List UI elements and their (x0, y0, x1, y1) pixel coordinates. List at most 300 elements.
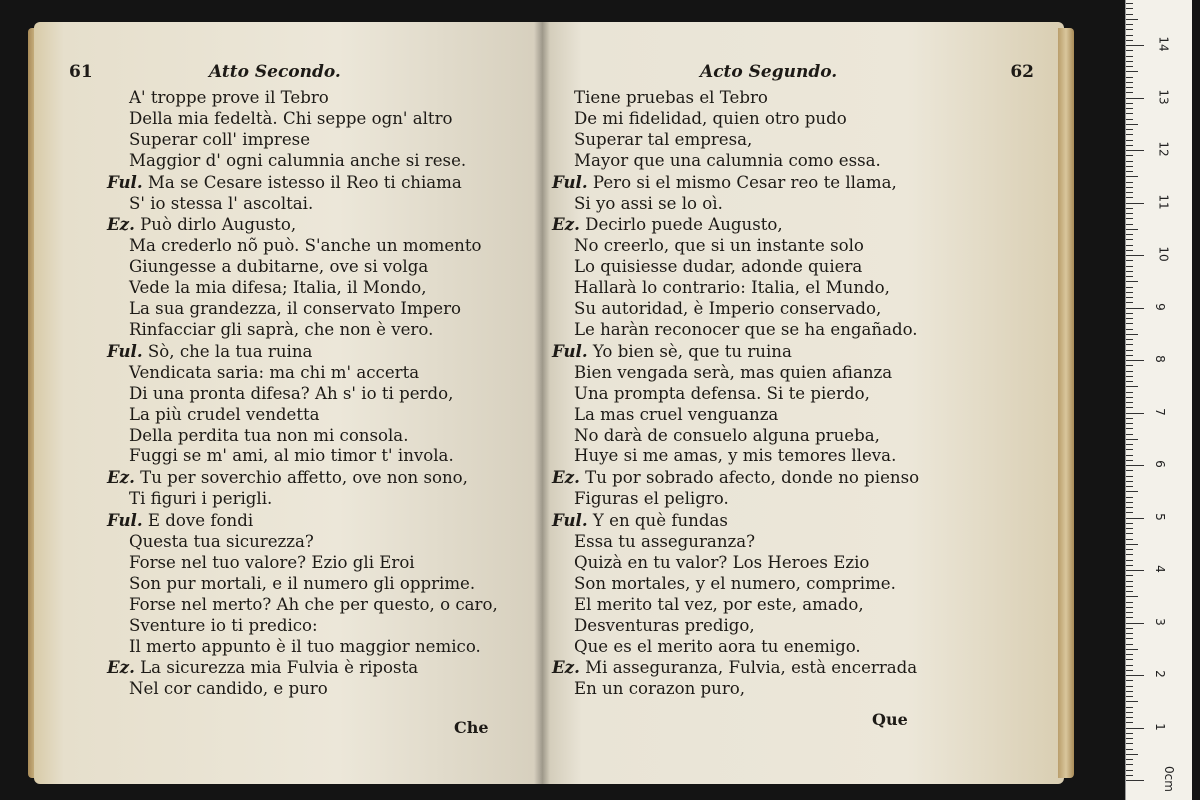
ruler-tick (1126, 764, 1133, 765)
verse-text: Figuras el peligro. (574, 489, 729, 509)
left_page-line (129, 320, 526, 341)
ruler-tick (1126, 423, 1133, 424)
ruler-tick (1126, 497, 1133, 498)
ruler-tick (1126, 203, 1144, 204)
ruler-tick (1126, 176, 1138, 177)
left_page-line (129, 426, 526, 447)
ruler-tick (1126, 722, 1133, 723)
left_page-line (129, 299, 526, 320)
right_page-line (574, 426, 1004, 447)
ruler-tick (1126, 19, 1138, 20)
ruler-tick (1126, 644, 1133, 645)
ruler-tick (1126, 418, 1133, 419)
ruler-label: 10 (1156, 246, 1171, 262)
verse-text: Superar coll' imprese (129, 129, 311, 149)
verse-text: Mayor que una calumnia como essa. (574, 150, 881, 170)
ruler-tick (1126, 428, 1133, 429)
right_page-line (574, 320, 1004, 341)
verse-text: Questa tua sicurezza? (129, 532, 314, 552)
right-page-title: Acto Segundo. (700, 62, 838, 82)
verse-text: Ma crederlo nõ può. S'anche un momento (129, 236, 482, 256)
verse-text: La sicurezza mia Fulvia è riposta (140, 658, 419, 678)
ruler-tick (1126, 665, 1133, 666)
left_page-line (107, 467, 526, 489)
ruler-tick (1126, 8, 1133, 9)
ruler-tick (1126, 512, 1133, 513)
ruler-tick (1126, 749, 1133, 750)
ruler-tick (1126, 623, 1144, 624)
ruler-tick (1126, 759, 1133, 760)
ruler-tick (1126, 344, 1133, 345)
ruler-label: 14 (1156, 36, 1171, 52)
ruler-tick (1126, 297, 1133, 298)
ruler-tick (1126, 591, 1133, 592)
ruler-tick (1126, 686, 1133, 687)
book-right-edge (1058, 28, 1074, 778)
ruler-tick (1126, 103, 1133, 104)
verse-text: Superar tal empresa, (574, 129, 753, 149)
left_page-line (129, 405, 526, 426)
ruler-tick (1126, 733, 1133, 734)
left_page-line (129, 553, 526, 574)
ruler-tick (1126, 239, 1133, 240)
right_page-line (574, 278, 1004, 299)
ruler-tick (1126, 707, 1133, 708)
ruler-tick (1126, 129, 1133, 130)
verse-text: S' io stessa l' ascoltai. (129, 193, 314, 213)
verse-text: Bien vengada serà, mas quien afianza (574, 362, 893, 382)
ruler-tick (1126, 87, 1133, 88)
ruler-tick (1126, 596, 1138, 597)
right_page-line (552, 510, 1004, 532)
ruler-tick (1126, 481, 1133, 482)
verse-text: Son pur mortali, e il numero gli opprime. (129, 573, 476, 593)
ruler-tick (1126, 554, 1133, 555)
ruler-tick (1126, 570, 1144, 571)
right_page-line (574, 194, 1004, 215)
ruler-tick (1126, 449, 1133, 450)
ruler-tick (1126, 675, 1144, 676)
verse-text: E dove fondi (147, 511, 254, 531)
left_page-line (129, 236, 526, 257)
ruler-tick (1126, 50, 1133, 51)
ruler-tick (1126, 255, 1144, 256)
ruler-tick (1126, 743, 1133, 744)
verse-text: Può dirlo Augusto, (140, 215, 297, 235)
ruler-tick (1126, 323, 1133, 324)
speaker-label: Ful. (107, 171, 143, 192)
ruler-tick (1126, 229, 1138, 230)
left_page-line (129, 679, 526, 700)
right_page-line (574, 489, 1004, 510)
ruler-tick (1126, 29, 1133, 30)
verse-text: Hallarà lo contrario: Italia, el Mundo, (574, 278, 890, 298)
ruler-tick (1126, 491, 1138, 492)
ruler-tick (1126, 108, 1133, 109)
speaker-label: Ez. (107, 214, 135, 235)
verse-text: Desventuras predigo, (574, 615, 755, 635)
ruler-tick (1126, 434, 1133, 435)
verse-text: La mas cruel venguanza (574, 404, 779, 424)
left_page-line (107, 214, 526, 236)
ruler-tick (1126, 691, 1133, 692)
ruler-tick (1126, 407, 1133, 408)
left_page-line (107, 510, 526, 532)
left_page-line (129, 130, 526, 151)
ruler-tick (1126, 113, 1133, 114)
ruler-label: 6 (1152, 460, 1167, 468)
ruler-tick (1126, 712, 1133, 713)
ruler-tick (1126, 40, 1133, 41)
ruler-tick (1126, 523, 1133, 524)
right_page-line (574, 130, 1004, 151)
ruler-tick (1126, 61, 1133, 62)
left_page-line (129, 257, 526, 278)
ruler-tick (1126, 14, 1133, 15)
ruler-tick (1126, 617, 1133, 618)
ruler-tick (1126, 218, 1133, 219)
left_page-line (107, 171, 526, 194)
ruler-tick (1126, 329, 1133, 330)
verse-text: Della perdita tua non mi consola. (129, 425, 409, 445)
ruler-tick (1126, 119, 1133, 120)
ruler-tick (1126, 633, 1133, 634)
ruler-tick (1126, 82, 1133, 83)
verse-text: Huye si me amas, y mis temores lleva. (574, 446, 897, 466)
ruler-tick (1126, 392, 1133, 393)
verse-text: A' troppe prove il Tebro (129, 88, 329, 107)
left_page-line (107, 340, 526, 363)
ruler-tick (1126, 544, 1138, 545)
ruler-tick (1126, 313, 1133, 314)
ruler-tick (1126, 533, 1133, 534)
ruler-tick (1126, 266, 1133, 267)
verse-text: Su autoridad, è Imperio conservado, (574, 299, 882, 319)
verse-text: La più crudel vendetta (129, 404, 320, 424)
ruler-tick (1126, 717, 1133, 718)
right_page-line (574, 446, 1004, 467)
speaker-label: Ez. (552, 657, 580, 678)
verse-text: Sventure io ti predico: (129, 615, 318, 635)
verse-text: El merito tal vez, por este, amado, (574, 594, 864, 614)
ruler-tick (1126, 680, 1133, 681)
verse-text: Maggior d' ogni calumnia anche si rese. (129, 150, 467, 170)
right_page-line (574, 299, 1004, 320)
ruler-tick (1126, 486, 1133, 487)
ruler-label: 5 (1152, 512, 1167, 521)
left-page-number: 61 (69, 62, 93, 82)
ruler-tick (1126, 150, 1144, 151)
ruler-tick (1126, 376, 1133, 377)
ruler-tick (1126, 728, 1144, 729)
right_page-line (574, 532, 1004, 553)
ruler-tick (1126, 460, 1133, 461)
ruler-tick (1126, 775, 1133, 776)
ruler-tick (1126, 365, 1133, 366)
verse-text: No creerlo, que si un instante solo (574, 236, 864, 256)
book-gutter (534, 22, 550, 784)
ruler-tick (1126, 66, 1133, 67)
ruler-tick (1126, 607, 1133, 608)
right-catchword: Que (872, 710, 908, 729)
speaker-label: Ez. (107, 657, 135, 678)
verse-text: Nel cor candido, e puro (129, 679, 328, 699)
ruler-label: 0cm (1161, 766, 1176, 792)
ruler-tick (1126, 770, 1133, 771)
verse-text: Tu por sobrado afecto, donde no pienso (585, 468, 920, 488)
ruler-tick (1126, 413, 1144, 414)
speaker-label: Ful. (552, 171, 588, 192)
ruler-label: 11 (1156, 193, 1171, 210)
left_page-line (129, 278, 526, 299)
ruler-tick (1126, 355, 1133, 356)
ruler-tick (1126, 302, 1133, 303)
verse-text: Quizà en tu valor? Los Heroes Ezio (574, 552, 870, 572)
ruler-tick (1126, 182, 1133, 183)
verse-text: Vede la mia difesa; Italia, il Mondo, (129, 278, 427, 298)
left-page-header (69, 62, 526, 86)
ruler-tick (1126, 155, 1133, 156)
ruler-tick (1126, 161, 1133, 162)
ruler-label: 9 (1152, 302, 1167, 311)
verse-text: Yo bien sè, que tu ruina (592, 341, 792, 361)
verse-text: Fuggi se m' ami, al mio timor t' invola. (129, 446, 454, 466)
verse-text: De mi fidelidad, quien otro pudo (574, 108, 847, 128)
left_page-line (129, 151, 526, 172)
ruler-tick (1126, 518, 1144, 519)
measuring-ruler (1125, 0, 1192, 800)
verse-text: Della mia fedeltà. Chi seppe ogn' altro (129, 108, 453, 128)
right_page-line (552, 214, 1004, 236)
speaker-label: Ful. (107, 510, 143, 531)
speaker-label: Ez. (552, 214, 580, 235)
ruler-label: 8 (1152, 355, 1167, 363)
ruler-tick (1126, 250, 1133, 251)
speaker-label: Ez. (107, 467, 135, 488)
ruler-tick (1126, 507, 1133, 508)
ruler-tick (1126, 565, 1133, 566)
ruler-tick (1126, 334, 1138, 335)
left_page-line (129, 363, 526, 384)
verse-text: Son mortales, y el numero, comprime. (574, 573, 896, 593)
left_page-line (129, 194, 526, 215)
verse-text: Una prompta defensa. Si te pierdo, (574, 383, 870, 403)
ruler-tick (1126, 455, 1133, 456)
ruler-tick (1126, 92, 1133, 93)
ruler-tick (1126, 281, 1138, 282)
verse-text: Le haràn reconocer que se ha engañado. (574, 319, 918, 339)
left_page-line (129, 616, 526, 637)
ruler-tick (1126, 397, 1133, 398)
ruler-tick (1126, 575, 1133, 576)
right_page-line (574, 574, 1004, 595)
ruler-tick (1126, 670, 1133, 671)
verse-text: Tiene pruebas el Tebro (574, 88, 768, 107)
right_page-line (574, 637, 1004, 658)
left_page-line (129, 637, 526, 658)
verse-text: Giungesse a dubitarne, ove si volga (129, 257, 429, 277)
right_page-line (552, 657, 1004, 679)
ruler-tick (1126, 276, 1133, 277)
ruler-tick (1126, 145, 1133, 146)
ruler-tick (1126, 476, 1133, 477)
ruler-tick (1126, 77, 1133, 78)
ruler-tick (1126, 754, 1138, 755)
ruler-tick (1126, 612, 1133, 613)
ruler-tick (1126, 339, 1133, 340)
verse-text: Decirlo puede Augusto, (585, 215, 783, 235)
ruler-tick (1126, 602, 1133, 603)
ruler-tick (1126, 649, 1138, 650)
verse-text: Vendicata saria: ma chi m' accerta (129, 362, 420, 382)
ruler-tick (1126, 502, 1133, 503)
verse-text: Rinfacciar gli saprà, che non è vero. (129, 319, 434, 339)
ruler-tick (1126, 171, 1133, 172)
left_page-line (129, 489, 526, 510)
right_page-line (574, 88, 1004, 109)
ruler-tick (1126, 234, 1133, 235)
ruler-tick (1126, 654, 1133, 655)
right_page-line (552, 467, 1004, 489)
ruler-tick (1126, 318, 1133, 319)
ruler-tick (1126, 124, 1138, 125)
verse-text: Lo quisiesse dudar, adonde quiera (574, 257, 863, 277)
ruler-tick (1126, 35, 1133, 36)
right_page-line (574, 151, 1004, 172)
verse-text: Sò, che la tua ruina (147, 341, 313, 361)
ruler-tick (1126, 386, 1138, 387)
ruler-tick (1126, 638, 1133, 639)
speaker-label: Ful. (552, 340, 588, 361)
verse-text: Essa tu asseguranza? (574, 532, 756, 552)
open-book (34, 22, 1064, 784)
verse-text: Il merto appunto è il tuo maggior nemico. (129, 636, 481, 656)
left_page-line (129, 109, 526, 130)
left_page-line (129, 446, 526, 467)
ruler-tick (1126, 586, 1133, 587)
ruler-tick (1126, 213, 1133, 214)
ruler-label: 13 (1156, 88, 1171, 105)
ruler-label: 4 (1152, 565, 1167, 573)
ruler-tick (1126, 581, 1133, 582)
speaker-label: Ful. (552, 510, 588, 531)
ruler-tick (1126, 780, 1144, 781)
ruler-tick (1126, 98, 1144, 99)
verse-text: Si yo assi se lo oì. (574, 193, 723, 213)
ruler-tick (1126, 71, 1138, 72)
left_page-line (129, 88, 526, 109)
verse-text: Mi asseguranza, Fulvia, està encerrada (585, 658, 918, 678)
ruler-tick (1126, 140, 1133, 141)
ruler-tick (1126, 208, 1133, 209)
left_page-line (129, 574, 526, 595)
ruler-tick (1126, 134, 1133, 135)
ruler-tick (1126, 260, 1133, 261)
right-page-number: 62 (1010, 62, 1034, 82)
verse-text: Que es el merito aora tu enemigo. (574, 636, 861, 656)
ruler-tick (1126, 371, 1133, 372)
ruler-tick (1126, 287, 1133, 288)
left_page-line (107, 657, 526, 679)
ruler-label: 2 (1152, 670, 1167, 678)
speaker-label: Ful. (107, 340, 143, 361)
ruler-tick (1126, 465, 1144, 466)
ruler-tick (1126, 402, 1133, 403)
verse-text: Di una pronta difesa? Ah s' io ti perdo, (129, 383, 454, 403)
ruler-label: 12 (1156, 141, 1171, 157)
ruler-tick (1126, 470, 1133, 471)
ruler-tick (1126, 696, 1133, 697)
speaker-label: Ez. (552, 467, 580, 488)
right_page-line (574, 553, 1004, 574)
right_page-line (574, 405, 1004, 426)
right-page-text (552, 88, 1004, 700)
left-page-title: Atto Secondo. (209, 62, 341, 82)
ruler-tick (1126, 444, 1133, 445)
ruler-tick (1126, 738, 1133, 739)
verse-text: Pero si el mismo Cesar reo te llama, (592, 172, 897, 192)
ruler-tick (1126, 549, 1133, 550)
ruler-tick (1126, 659, 1133, 660)
right_page-line (574, 595, 1004, 616)
verse-text: Ti figuri i perigli. (129, 489, 273, 509)
left_page-line (129, 384, 526, 405)
verse-text: Tu per soverchio affetto, ove non sono, (140, 468, 468, 488)
ruler-tick (1126, 192, 1133, 193)
verse-text: Forse nel merto? Ah che per questo, o caro, (129, 594, 498, 614)
right_page-line (574, 109, 1004, 130)
ruler-tick (1126, 245, 1133, 246)
verse-text: No darà de consuelo alguna prueba, (574, 425, 880, 445)
right_page-line (574, 363, 1004, 384)
ruler-tick (1126, 24, 1133, 25)
ruler-tick (1126, 45, 1144, 46)
left-catchword: Che (454, 718, 489, 737)
verse-text: La sua grandezza, il conservato Impero (129, 299, 462, 319)
ruler-tick (1126, 308, 1144, 309)
verse-text: Y en què fundas (592, 511, 728, 531)
ruler-tick (1126, 187, 1133, 188)
left_page-line (129, 595, 526, 616)
left_page-line (129, 532, 526, 553)
ruler-tick (1126, 381, 1133, 382)
ruler-label: 1 (1152, 722, 1167, 731)
left-page (34, 22, 542, 784)
ruler-label: 7 (1152, 407, 1167, 416)
ruler-tick (1126, 360, 1144, 361)
left-page-text (107, 88, 526, 700)
right_page-line (552, 340, 1004, 363)
right_page-line (574, 257, 1004, 278)
ruler-tick (1126, 56, 1133, 57)
ruler-tick (1126, 350, 1133, 351)
verse-text: En un corazon puro, (574, 679, 746, 699)
ruler-tick (1126, 224, 1133, 225)
ruler-tick (1126, 197, 1133, 198)
ruler-tick (1126, 628, 1133, 629)
right_page-line (552, 171, 1004, 194)
ruler-tick (1126, 166, 1133, 167)
ruler-tick (1126, 3, 1133, 4)
verse-text: Ma se Cesare istesso il Reo ti chiama (147, 172, 462, 192)
right_page-line (574, 236, 1004, 257)
right_page-line (574, 679, 1004, 700)
ruler-tick (1126, 701, 1138, 702)
verse-text: Forse nel tuo valore? Ezio gli Eroi (129, 552, 415, 572)
ruler-tick (1126, 539, 1133, 540)
ruler-tick (1126, 439, 1138, 440)
right_page-line (574, 384, 1004, 405)
